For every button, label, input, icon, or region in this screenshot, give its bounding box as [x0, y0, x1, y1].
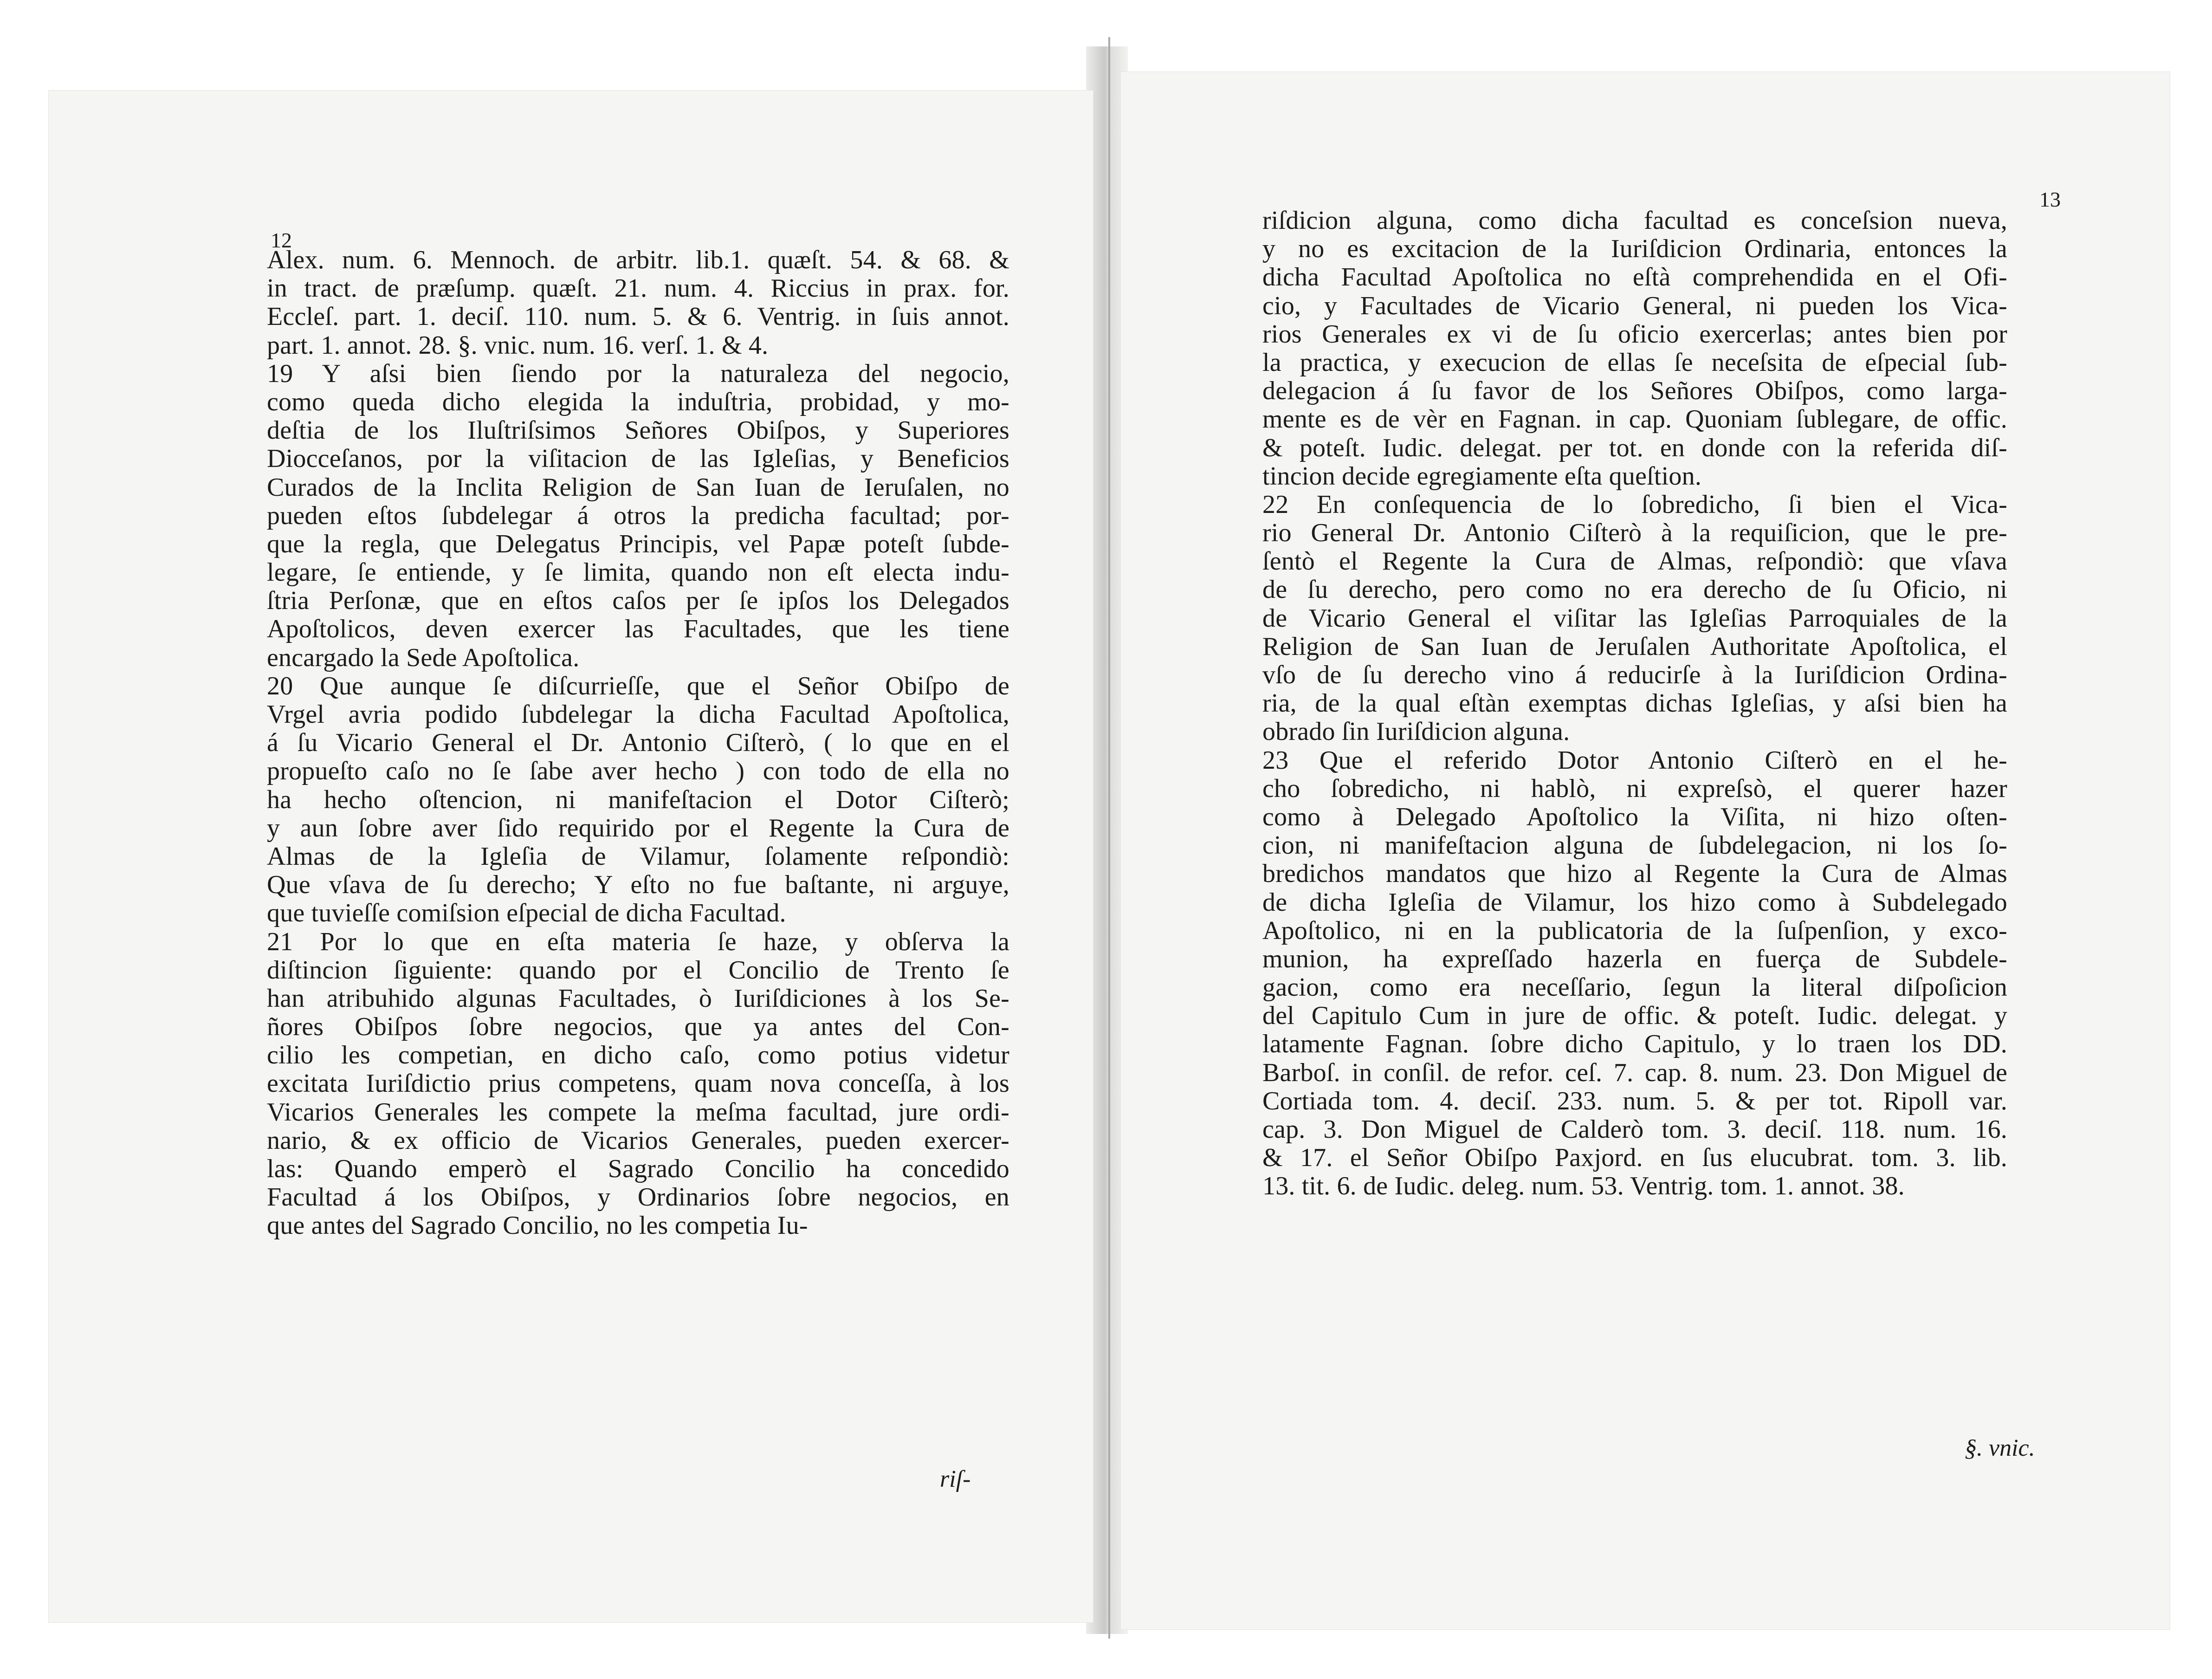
- text-line: part. 1. annot. 28. §. vnic. num. 16. verſ. 1. & 4.: [267, 331, 769, 360]
- text-line: cho ſobredicho, ni hablò, ni expreſsò, el querer hazer: [1262, 774, 2007, 803]
- text-line: nario, & ex officio de Vicarios Generales, pueden exercer-: [267, 1126, 1009, 1155]
- text-line: cilio les competian, en dicho caſo, como potius videtur: [267, 1041, 1009, 1070]
- text-line: y no es excitacion de la Iuriſdicion Ordinaria, entonces la: [1262, 235, 2007, 264]
- text-line: delegacion á ſu favor de los Señores Obiſpos, como larga-: [1262, 377, 2007, 406]
- text-line: bredichos mandatos que hizo al Regente la Cura de Almas: [1262, 860, 2007, 888]
- text-line: rio General Dr. Antonio Ciſterò à la requiſicion, que le pre-: [1262, 519, 2007, 548]
- text-line: 19 Y aſsi bien ſiendo por la naturaleza del negocio,: [267, 359, 1009, 388]
- text-line: encargado la Sede Apoſtolica.: [267, 643, 580, 672]
- text-line: de ſu derecho, pero como no era derecho de ſu Oficio, ni: [1262, 576, 2007, 604]
- text-line: vſo de ſu derecho vino á reducirſe à la Iuriſdicion Ordina-: [1262, 661, 2007, 689]
- text-line: las: Quando emperò el Sagrado Concilio ha concedido: [267, 1155, 1009, 1183]
- text-line: propueſto caſo no ſe ſabe aver hecho ) con todo de ella no: [267, 757, 1009, 786]
- text-line: Vrgel avria podido ſubdelegar la dicha Facultad Apoſtolica,: [267, 700, 1009, 729]
- text-line: munion, ha expreſſado hazerla en fuerça de Subdele-: [1262, 945, 2007, 973]
- text-line: de dicha Igleſia de Vilamur, los hizo como à Subdelegado: [1262, 888, 2007, 917]
- text-line: ria, de la qual eſtàn exemptas dichas Igleſias, y aſsi bien ha: [1262, 689, 2007, 718]
- text-line: 21 Por lo que en eſta materia ſe haze, y obſerva la: [267, 927, 1009, 956]
- text-line: deſtia de los Iluſtriſsimos Señores Obiſpos, y Superiores: [267, 416, 1009, 445]
- text-line: Barboſ. in conſil. de refor. ceſ. 7. cap. 8. num. 23. Don Miguel de: [1262, 1058, 2007, 1087]
- catchword: riſ-: [940, 1466, 971, 1492]
- text-line: diſtincion ſiguiente: quando por el Concilio de Trento ſe: [267, 956, 1009, 985]
- text-line: Almas de la Igleſia de Vilamur, ſolamente reſpondiò:: [267, 842, 1009, 871]
- text-line: Vicarios Generales les compete la meſma facultad, jure ordi-: [267, 1098, 1009, 1127]
- text-line: dicha Facultad Apoſtolica no eſtà comprehendida en el Ofi-: [1262, 263, 2007, 292]
- text-line: ſentò el Regente la Cura de Almas, reſpondiò: que vſava: [1262, 547, 2007, 576]
- text-line: Apoſtolico, ni en la publicatoria de la ſuſpenſion, y exco-: [1262, 916, 2007, 945]
- text-line: 13. tit. 6. de Iudic. deleg. num. 53. Ventrig. tom. 1. annot. 38.: [1262, 1172, 1905, 1201]
- text-line: gacion, como era neceſſario, ſegun la literal diſpoſicion: [1262, 973, 2007, 1002]
- text-line: 22 En conſequencia de lo ſobredicho, ſi bien el Vica-: [1262, 490, 2007, 519]
- text-line: han atribuhido algunas Facultades, ò Iuriſdiciones à los Se-: [267, 984, 1009, 1013]
- text-line: mente es de vèr en Fagnan. in cap. Quoniam ſublegare, de offic.: [1262, 405, 2007, 434]
- text-line: ha hecho oſtencion, ni manifeſtacion el Dotor Ciſterò;: [267, 785, 1009, 814]
- text-line: la practica, y execucion de ellas ſe neceſsita de eſpecial ſub-: [1262, 348, 2007, 377]
- text-line: á ſu Vicario General el Dr. Antonio Ciſterò, ( lo que en el: [267, 729, 1009, 758]
- catchword: §. vnic.: [1965, 1435, 2035, 1461]
- page-number: 12: [271, 228, 292, 252]
- text-line: Curados de la Inclita Religion de San Iuan de Ieruſalen, no: [267, 473, 1009, 502]
- text-line: ſtria Perſonæ, que en eſtos caſos per ſe ipſos los Delegados: [267, 587, 1009, 616]
- text-line: obrado ſin Iuriſdicion alguna.: [1262, 718, 1570, 746]
- text-line: que antes del Sagrado Concilio, no les competia Iu-: [267, 1212, 808, 1240]
- text-line: Diocceſanos, por la viſitacion de las Igleſias, y Beneficios: [267, 445, 1009, 473]
- page-body: [267, 246, 1009, 1240]
- text-line: Que vſava de ſu derecho; Y eſto no fue baſtante, ni arguye,: [267, 871, 1009, 900]
- text-line: ñores Obiſpos ſobre negocios, que ya antes del Con-: [267, 1013, 1009, 1042]
- text-line: cap. 3. Don Miguel de Calderò tom. 3. deciſ. 118. num. 16.: [1262, 1115, 2007, 1144]
- text-line: de Vicario General el viſitar las Igleſias Parroquiales de la: [1262, 604, 2007, 633]
- text-line: que la regla, que Delegatus Principis, vel Papæ poteſt ſubde-: [267, 530, 1009, 558]
- text-line: tincion decide egregiamente eſta queſtion.: [1262, 462, 1702, 491]
- text-line: cion, ni manifeſtacion alguna de ſubdelegacion, ni los ſo-: [1262, 831, 2007, 860]
- book-spine: [1108, 37, 1110, 1639]
- left-page: [49, 91, 1093, 1622]
- text-line: Eccleſ. part. 1. deciſ. 110. num. 5. & 6. Ventrig. in ſuis annot.: [267, 303, 1009, 331]
- page-number: 13: [2039, 188, 2061, 211]
- text-line: 20 Que aunque ſe diſcurrieſſe, que el Señor Obiſpo de: [267, 672, 1009, 700]
- right-page: [1121, 72, 2170, 1629]
- text-line: cio, y Facultades de Vicario General, ni pueden los Vica-: [1262, 292, 2007, 320]
- text-line: legare, ſe entiende, y ſe limita, quando non eſt electa indu-: [267, 558, 1009, 587]
- text-line: Facultad á los Obiſpos, y Ordinarios ſobre negocios, en: [267, 1183, 1009, 1212]
- text-line: 23 Que el referido Dotor Antonio Ciſterò en el he-: [1262, 746, 2007, 775]
- text-line: & 17. el Señor Obiſpo Paxjord. en ſus elucubrat. tom. 3. lib.: [1262, 1144, 2007, 1173]
- text-line: pueden eſtos ſubdelegar á otros la predicha facultad; por-: [267, 501, 1009, 530]
- text-line: riſdicion alguna, como dicha facultad es conceſsion nueva,: [1262, 207, 2007, 235]
- text-line: latamente Fagnan. ſobre dicho Capitulo, y lo traen los DD.: [1262, 1030, 2007, 1059]
- text-line: Cortiada tom. 4. deciſ. 233. num. 5. & per tot. Ripoll var.: [1262, 1087, 2007, 1115]
- text-line: Religion de San Iuan de Jeruſalen Authoritate Apoſtolica, el: [1262, 632, 2007, 661]
- text-line: y aun ſobre aver ſido requirido por el Regente la Cura de: [267, 814, 1009, 843]
- text-line: como à Delegado Apoſtolico la Viſita, ni hizo oſten-: [1262, 803, 2007, 831]
- text-line: & poteſt. Iudic. delegat. per tot. en donde con la referida diſ-: [1262, 434, 2007, 462]
- text-line: rios Generales ex vi de ſu oficio exercerlas; antes bien por: [1262, 320, 2007, 349]
- page-body: [1262, 207, 2007, 1201]
- text-line: Apoſtolicos, deven exercer las Facultades, que les tiene: [267, 615, 1009, 644]
- text-line: como queda dicho elegida la induſtria, probidad, y mo-: [267, 388, 1009, 416]
- text-line: del Capitulo Cum in jure de offic. & poteſt. Iudic. delegat. y: [1262, 1002, 2007, 1031]
- text-line: que tuvieſſe comiſsion eſpecial de dicha Facultad.: [267, 899, 786, 928]
- text-line: in tract. de præſump. quæſt. 21. num. 4. Riccius in prax. for.: [267, 274, 1009, 303]
- text-line: excitata Iuriſdictio prius competens, quam nova conceſſa, à los: [267, 1070, 1009, 1098]
- text-line: Alex. num. 6. Mennoch. de arbitr. lib.1. quæſt. 54. & 68. &: [267, 246, 1009, 274]
